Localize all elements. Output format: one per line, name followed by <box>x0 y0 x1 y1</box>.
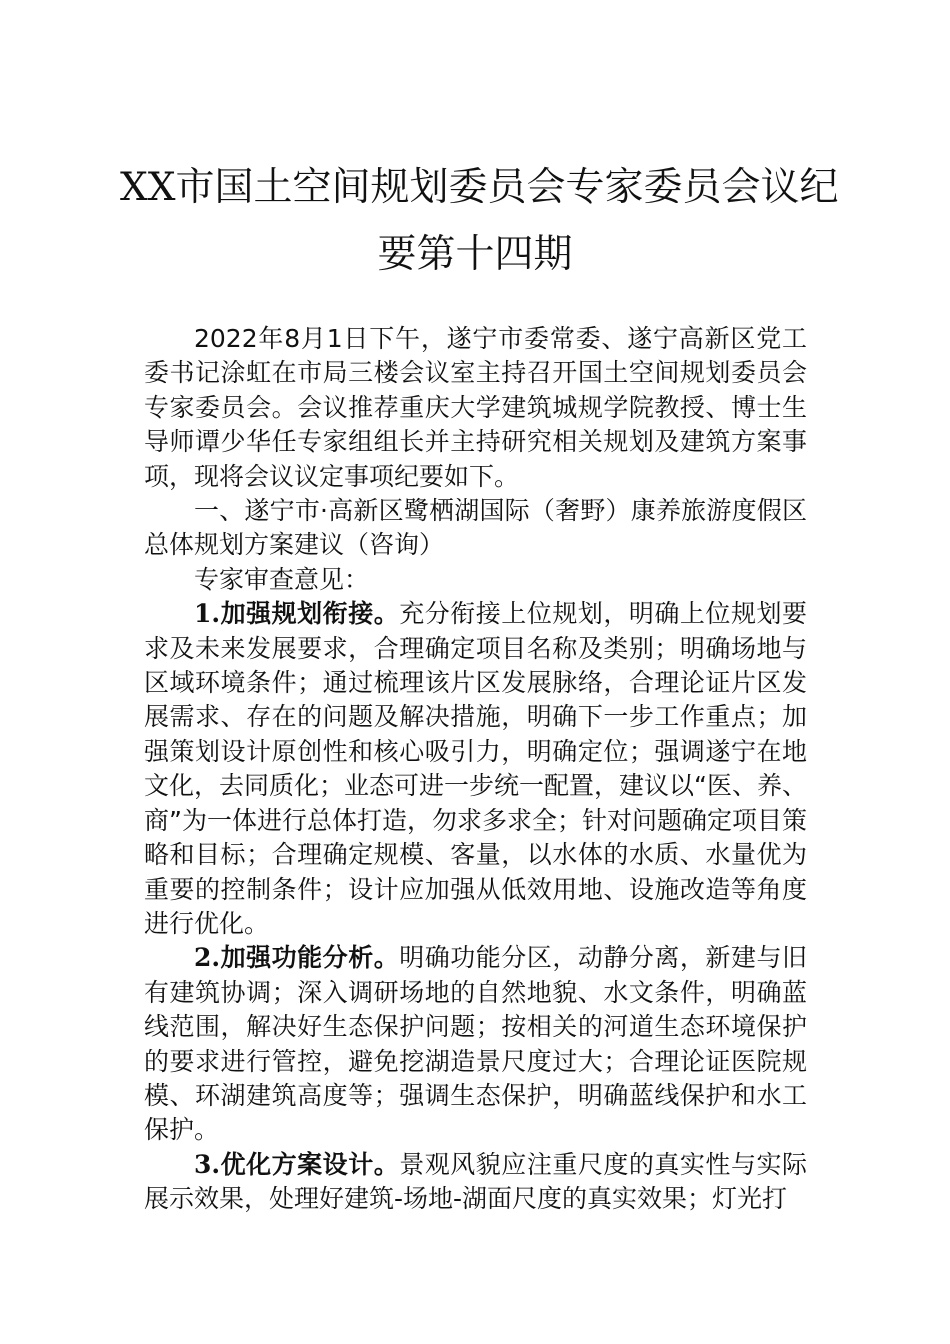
review-item-text: 景观风貌应注重尺度的真实性与实际展示效果，处理好建筑-场地-湖面尺度的真实效果；灯光打 <box>144 1149 807 1214</box>
review-item-text: 明确功能分区，动静分离，新建与旧有建筑协调；深入调研场地的自然地貌、水文条件，明确蓝线范围，解决好生态保护问题；按相关的河道生态环境保护的要求进行管控，避免挖湖造景尺度过大；合理论证医院规模、环湖建筑高度等；强调生态保护，明确蓝线保护和水工保护。 <box>144 943 807 1145</box>
intro-paragraph: 2022年8月1日下午，遂宁市委常委、遂宁高新区党工委书记涂虹在市局三楼会议室主持召开国土空间规划委员会专家委员会。会议推荐重庆大学建筑城规学院教授、博士生导师谭少华任专家组组长并主持研究相关规划及建筑方案事项，现将会议议定事项纪要如下。 <box>144 324 807 491</box>
document-body <box>144 322 807 1217</box>
document-title-line-2: 要第十四期 <box>377 232 573 277</box>
review-item-heading: 1.加强规划衔接。 <box>194 599 400 629</box>
review-item-paragraph <box>144 1148 807 1217</box>
review-item-heading: 3.优化方案设计。 <box>194 1149 400 1179</box>
review-item-text: 充分衔接上位规划，明确上位规划要求及未来发展要求，合理确定项目名称及类别；明确场地与区域环境条件；通过梳理该片区发展脉络，合理论证片区发展需求、存在的问题及解决措施，明确下一步工作重点；加强策划设计原创性和核心吸引力，明确定位；强调遂宁在地文化，去同质化；业态可进一步统一配置，建议以“医、养、商”为一体进行总体打造，勿求多求全；针对问题确定项目策略和目标；合理确定规模、客量，以水体的水质、水量优为重要的控制条件；设计应加强从低效用地、设施改造等角度进行优化。 <box>144 599 807 938</box>
review-item-paragraph <box>144 597 807 941</box>
review-label: 专家审查意见： <box>194 564 370 594</box>
document-title-line-1: XX市国土空间规划委员会专家委员会议纪 <box>120 165 839 210</box>
review-item-heading: 2.加强功能分析。 <box>194 943 400 973</box>
review-item-paragraph <box>144 941 807 1147</box>
section-heading: 一、遂宁市·高新区鹭栖湖国际（奢野）康养旅游度假区总体规划方案建议（咨询） <box>144 496 807 560</box>
